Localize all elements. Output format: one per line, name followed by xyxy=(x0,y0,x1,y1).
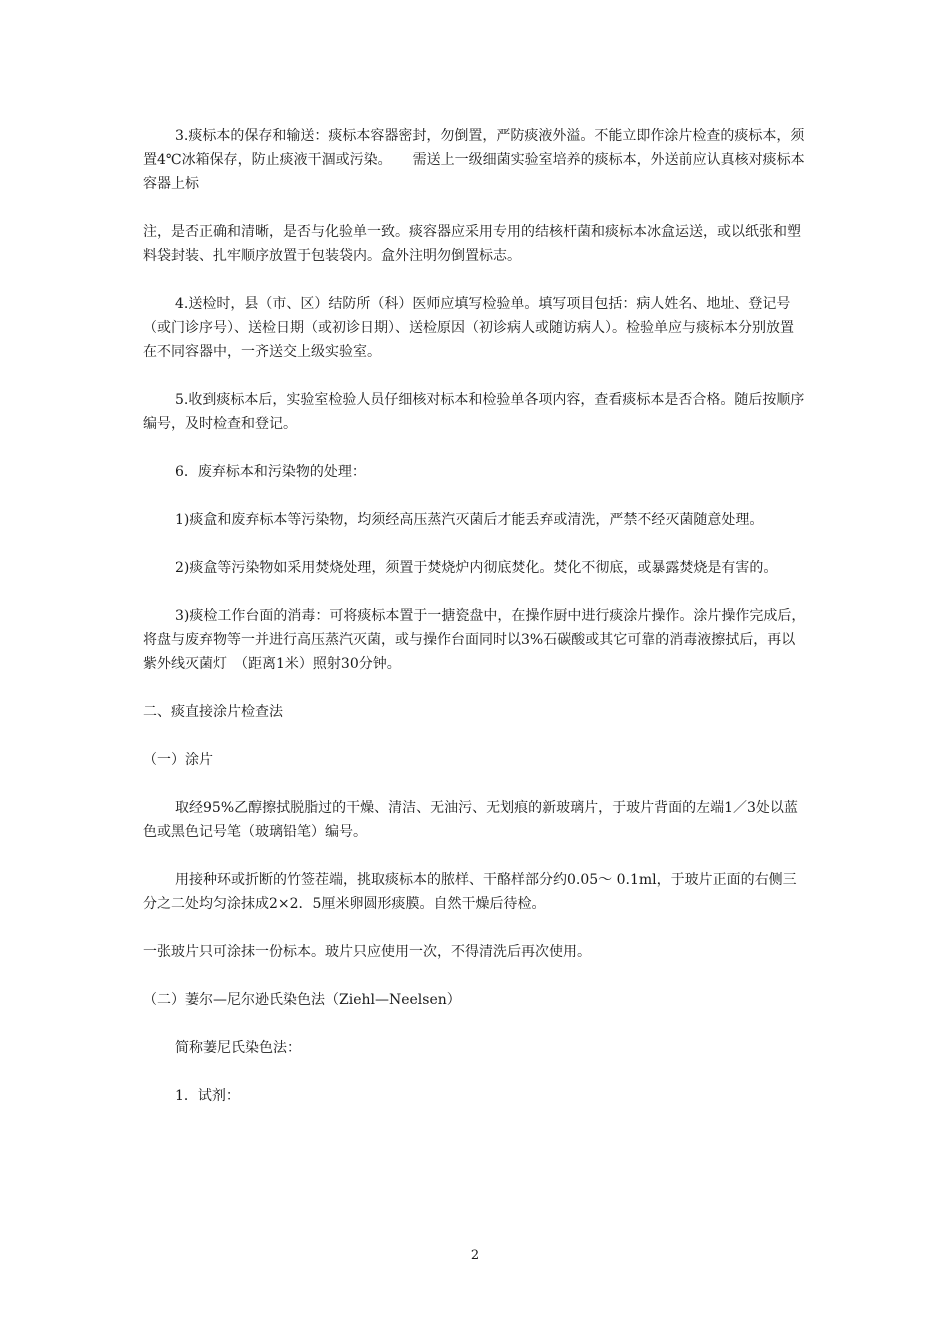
paragraph-waste-sterilization: 1)痰盒和废弃标本等污染物，均须经高压蒸汽灭菌后才能丢弃或清洗，严禁不经灭菌随意处理。 xyxy=(175,512,764,528)
paragraph-reagents-heading: 1．试剂： xyxy=(175,1088,240,1104)
subsection-heading-smear: （一）涂片 xyxy=(143,752,213,768)
paragraph-specimen-storage: 3.痰标本的保存和输送：痰标本容器密封，勿倒置，严防痰液外溢。不能立即作涂片检查的痰标本，须置4℃冰箱保存，防止痰液干涸或污染。 需送上一级细菌实验室培养的痰标本，外送前应认真核对痰标本容器上标 xyxy=(143,128,805,192)
paragraph-smear-application: 用接种环或折断的竹签茬端，挑取痰标本的脓样、干酪样部分约0.05～ 0.1ml，于玻片正面的右侧三分之二处均匀涂抹成2×2．5厘米卵圆形痰膜。自然干燥后待检。 xyxy=(143,872,797,912)
page-body xyxy=(143,124,807,1132)
section-heading-direct-smear: 二、痰直接涂片检查法 xyxy=(143,704,283,720)
paragraph-single-use-slide: 一张玻片只可涂抹一份标本。玻片只应使用一次，不得清洗后再次使用。 xyxy=(143,944,591,960)
paragraph-specimen-transport: 注，是否正确和清晰，是否与化验单一致。痰容器应采用专用的结核杆菌和痰标本冰盒运送，或以纸张和塑料袋封装、扎牢顺序放置于包装袋内。盒外注明勿倒置标志。 xyxy=(143,224,801,264)
paragraph-method-short-name: 简称萋尼氏染色法： xyxy=(175,1040,301,1056)
paragraph-receipt-check: 5.收到痰标本后，实验室检验人员仔细核对标本和检验单各项内容，查看痰标本是否合格。随后按顺序编号，及时检查和登记。 xyxy=(143,392,805,432)
page-number: 2 xyxy=(470,1248,480,1263)
paragraph-slide-preparation: 取经95%乙醇擦拭脱脂过的干燥、清洁、无油污、无划痕的新玻璃片，于玻片背面的左端1／3处以蓝色或黑色记号笔（玻璃铅笔）编号。 xyxy=(143,800,798,840)
paragraph-waste-heading: 6．废弃标本和污染物的处理： xyxy=(175,464,366,480)
paragraph-bench-disinfection: 3)痰检工作台面的消毒：可将痰标本置于一搪瓷盘中，在操作厨中进行痰涂片操作。涂片操作完成后，将盘与废弃物等一并进行高压蒸汽灭菌，或与操作台面同时以3%石碳酸或其它可靠的消毒液擦拭后，再以紫外线灭菌灯 （距离1米）照射30分钟。 xyxy=(143,608,806,672)
paragraph-waste-incineration: 2)痰盒等污染物如采用焚烧处理，须置于焚烧炉内彻底焚化。焚化不彻底，或暴露焚烧是有害的。 xyxy=(175,560,778,576)
subsection-heading-ziehl-neelsen: （二）萋尔—尼尔逊氏染色法（Ziehl—Neelsen） xyxy=(143,992,461,1008)
paragraph-submission-form: 4.送检时，县（市、区）结防所（科）医师应填写检验单。填写项目包括：病人姓名、地址、登记号（或门诊序号）、送检日期（或初诊日期）、送检原因（初诊病人或随访病人）。检验单应与痰标本分别放置在不同容器中，一齐送交上级实验室。 xyxy=(143,296,794,360)
